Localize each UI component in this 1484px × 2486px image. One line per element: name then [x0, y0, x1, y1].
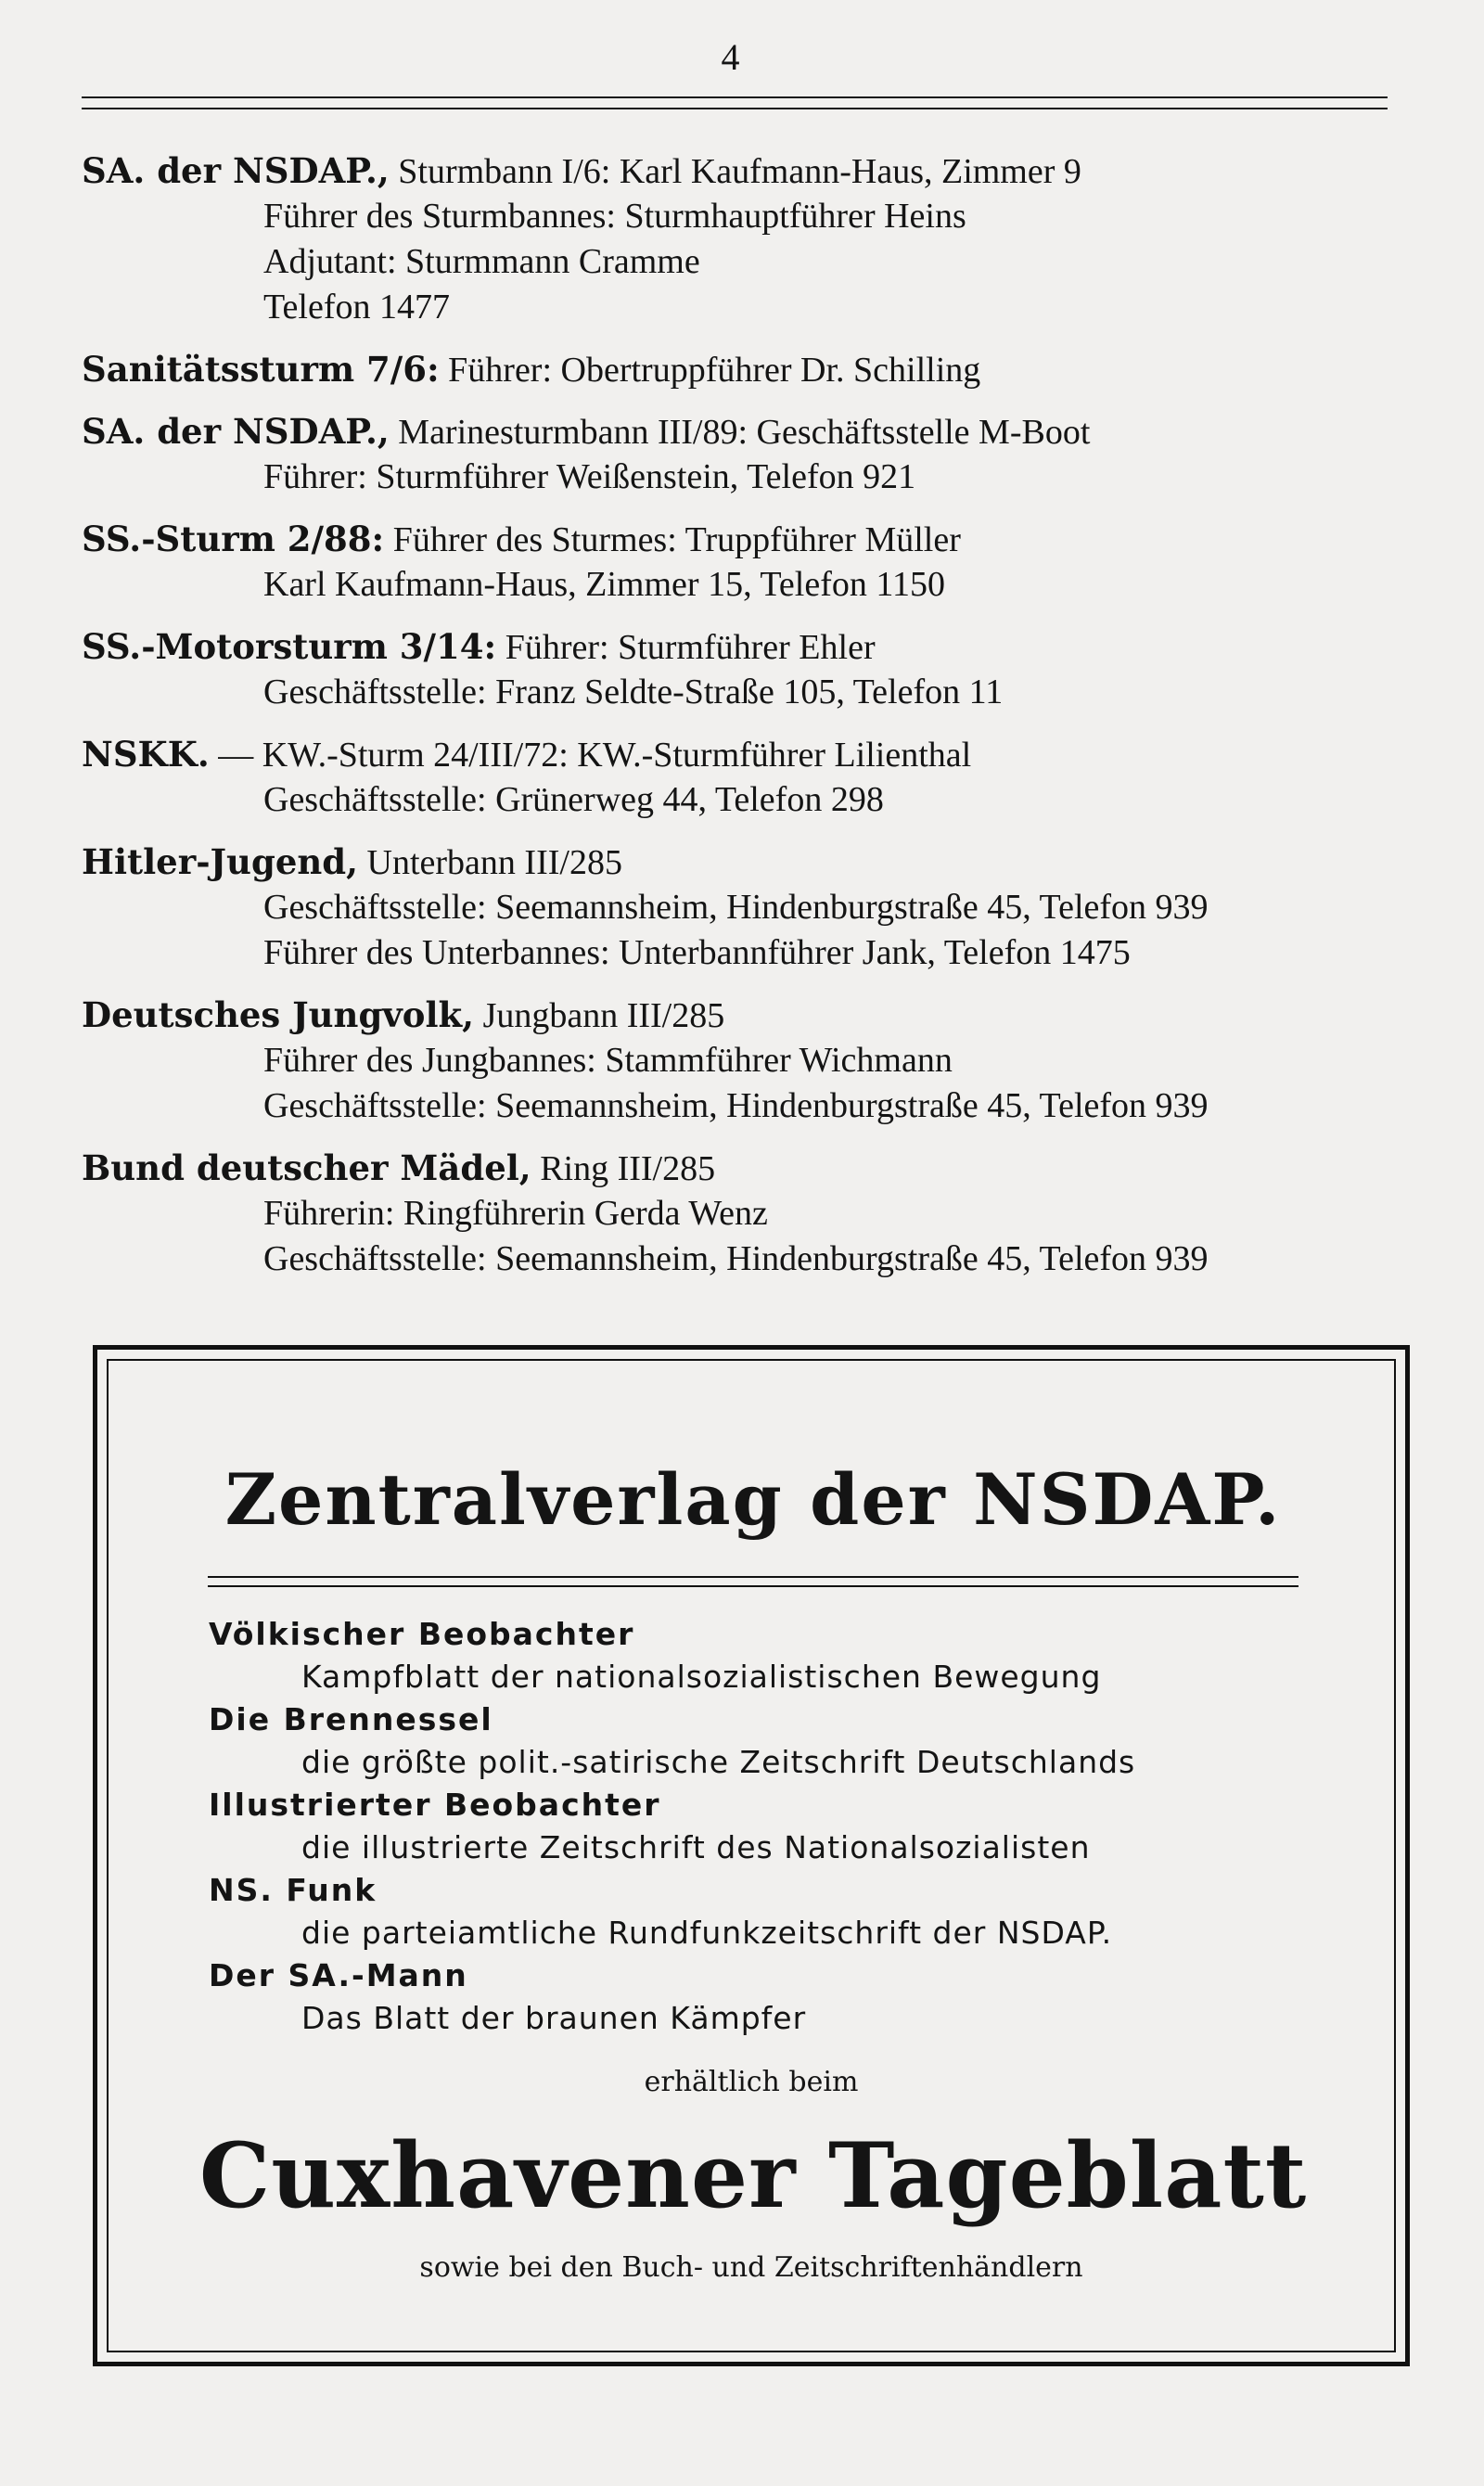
org-name: SS.-Sturm 2/88: [82, 519, 385, 559]
org-detail: Sturmbann I/6: Karl Kaufmann-Haus, Zimmer 9 [389, 152, 1081, 191]
org-detail-line: Führer des Unterbannes: Unterbannführer Jank, Telefon 1475 [263, 933, 1131, 972]
org-detail-line: Adjutant: Sturmmann Cramme [263, 242, 700, 281]
publication-description: die parteiamtliche Rundfunkzeitschrift der NSDAP. [301, 1915, 1113, 1951]
org-detail-line: Telefon 1477 [263, 288, 451, 327]
org-entry [82, 839, 1426, 976]
organization-list [82, 148, 1426, 1299]
org-entry-first-line [82, 839, 1426, 885]
publication-list [209, 1613, 1322, 2040]
org-detail-line: Geschäftsstelle: Seemannsheim, Hindenburgstraße 45, Telefon 939 [263, 1239, 1209, 1278]
org-detail-line: Führer des Sturmbannes: Sturmhauptführer Heins [263, 197, 966, 236]
org-detail: Führer: Obertruppführer Dr. Schilling [439, 351, 981, 390]
org-detail: Ring III/285 [531, 1149, 716, 1188]
newspaper-name: Cuxhavener Tageblatt [198, 2123, 1308, 2228]
page-number: 4 [721, 36, 740, 78]
org-detail-line: Geschäftsstelle: Seemannsheim, Hindenburgstraße 45, Telefon 939 [263, 1086, 1209, 1125]
publication-name: NS. Funk [209, 1872, 377, 1908]
org-entry [82, 409, 1426, 500]
org-entry-first-line [82, 409, 1426, 455]
org-entry [82, 517, 1426, 608]
org-name: SS.-Motorsturm 3/14: [82, 626, 497, 667]
org-name: Sanitätssturm 7/6: [82, 349, 440, 390]
org-name: SA. der NSDAP., [82, 150, 390, 191]
org-detail-line: Geschäftsstelle: Seemannsheim, Hindenburgstraße 45, Telefon 939 [263, 888, 1209, 927]
publication-name: Illustrierter Beobachter [209, 1787, 661, 1823]
available-text: erhältlich beim [644, 2066, 859, 2098]
publication-description: Kampfblatt der nationalsozialistischen Bewegung [301, 1659, 1102, 1695]
org-name: SA. der NSDAP., [82, 411, 390, 452]
org-detail-line: Karl Kaufmann-Haus, Zimmer 15, Telefon 1150 [263, 565, 945, 604]
title-double-rule [208, 1576, 1298, 1587]
dealers-text: sowie bei den Buch- und Zeitschriftenhändlern [419, 2251, 1083, 2284]
org-entry-first-line [82, 732, 1426, 777]
org-entry [82, 347, 1426, 392]
org-detail: Marinesturmbann III/89: Geschäftsstelle M-Boot [389, 413, 1091, 452]
org-detail: — KW.-Sturm 24/III/72: KW.-Sturmführer Lilienthal [209, 736, 972, 775]
org-detail: Unterbann III/285 [358, 843, 622, 882]
org-entry [82, 624, 1426, 715]
advertisement-box [93, 1345, 1410, 2366]
org-entry-first-line [82, 347, 1426, 392]
publication-name: Der SA.-Mann [209, 1957, 468, 1993]
org-entry [82, 732, 1426, 823]
org-entry-first-line [82, 148, 1426, 194]
org-entry [82, 1146, 1426, 1282]
org-entry [82, 993, 1426, 1129]
org-name: NSKK. [82, 734, 210, 775]
org-detail: Führer: Sturmführer Ehler [496, 628, 876, 667]
org-detail-line: Führer des Jungbannes: Stammführer Wichmann [263, 1041, 953, 1080]
publication-description: die größte polit.-satirische Zeitschrift Deutschlands [301, 1744, 1136, 1780]
org-entry-first-line [82, 517, 1426, 562]
org-entry [82, 148, 1426, 330]
org-entry-first-line [82, 993, 1426, 1038]
org-detail-line: Führer: Sturmführer Weißenstein, Telefon 921 [263, 457, 916, 496]
publication-name: Die Brennessel [209, 1701, 493, 1737]
org-detail-line: Geschäftsstelle: Grünerweg 44, Telefon 298 [263, 780, 884, 819]
header-double-rule [82, 96, 1388, 109]
publication-name: Völkischer Beobachter [209, 1616, 635, 1652]
org-entry-first-line [82, 1146, 1426, 1191]
org-detail-line: Führerin: Ringführerin Gerda Wenz [263, 1194, 768, 1233]
publication-description: die illustrierte Zeitschrift des Nationalsozialisten [301, 1829, 1091, 1865]
org-name: Bund deutscher Mädel, [82, 1147, 531, 1188]
publication-description: Das Blatt der braunen Kämpfer [301, 2000, 807, 2036]
org-name: Deutsches Jungvolk, [82, 994, 475, 1035]
advertisement-inner-frame [107, 1359, 1396, 2352]
publisher-title: Zentralverlag der NSDAP. [224, 1458, 1282, 1541]
org-detail-line: Geschäftsstelle: Franz Seldte-Straße 105, Telefon 11 [263, 673, 1004, 711]
org-detail: Jungbann III/285 [474, 996, 725, 1035]
org-name: Hitler-Jugend, [82, 841, 359, 882]
org-detail: Führer des Sturmes: Truppführer Müller [384, 520, 961, 559]
org-entry-first-line [82, 624, 1426, 670]
